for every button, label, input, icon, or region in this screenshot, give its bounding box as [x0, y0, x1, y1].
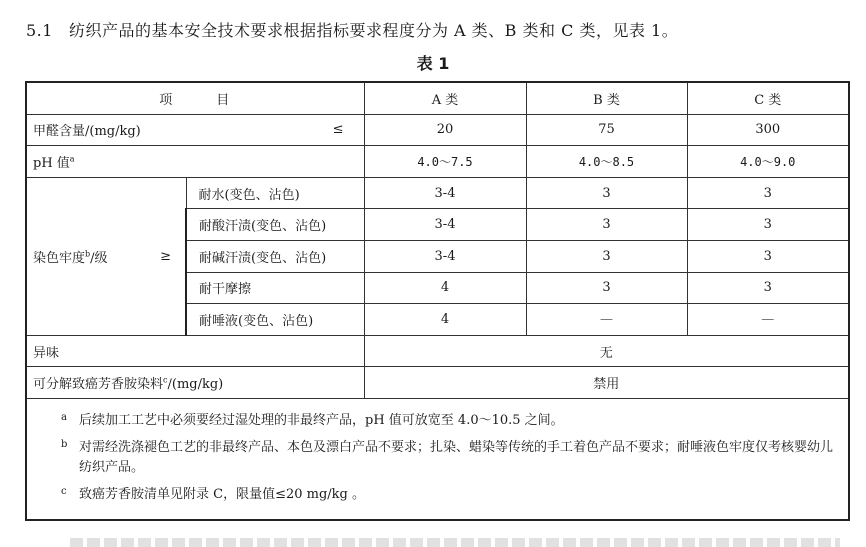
fastness-value-a: 3-4 [364, 240, 526, 272]
fastness-value-a: 4 [364, 272, 526, 304]
ph-label: pH 值 [33, 155, 70, 171]
safety-requirements-table [25, 81, 850, 521]
footnotes-row [26, 398, 849, 520]
ph-label-cell [26, 146, 364, 178]
table-row [26, 114, 849, 146]
formaldehyde-label: 甲醛含量/(mg/kg) [33, 124, 141, 140]
header-col-c: C 类 [687, 82, 849, 114]
header-item-left: 项 [159, 92, 175, 108]
amine-unit: /(mg/kg) [167, 377, 224, 393]
fastness-footnote-mark: b [85, 249, 91, 259]
amine-footnote-mark: c [163, 375, 168, 385]
clause-number: 5.1 [26, 21, 53, 40]
fastness-value-c: 3 [687, 209, 849, 241]
fastness-value-b: — [526, 304, 687, 336]
fastness-item-name: 耐碱汗渍(变色、沾色) [186, 240, 364, 272]
footnote-mark: b [61, 438, 68, 450]
ph-b: 4.0～8.5 [526, 146, 687, 178]
footnote-a [61, 411, 834, 431]
table-row [26, 177, 849, 209]
fastness-value-b: 3 [526, 209, 687, 241]
table-title: 表 1 [416, 54, 450, 73]
table-row [26, 146, 849, 178]
footnote-text: 致癌芳香胺清单见附录 C，限量值≤20 mg/kg 。 [79, 486, 366, 502]
clause-heading [26, 18, 678, 41]
fastness-symbol: ≥ [160, 248, 171, 264]
cut-off-text-line [70, 538, 840, 547]
fastness-value-b: 3 [526, 272, 687, 304]
header-col-b: B 类 [526, 82, 687, 114]
footnote-b [61, 438, 834, 478]
formaldehyde-b: 75 [526, 114, 687, 146]
footnote-text: 后续加工工艺中必须要经过湿处理的非最终产品，pH 值可放宽至 4.0～10.5 之间。 [79, 412, 564, 428]
fastness-item-name: 耐酸汗渍(变色、沾色) [186, 209, 364, 241]
formaldehyde-symbol: ≤ [332, 122, 344, 138]
table-header-row [26, 82, 849, 114]
amine-label-cell [26, 367, 364, 399]
fastness-label-cell [26, 177, 186, 335]
fastness-value-c: — [687, 304, 849, 336]
fastness-value-a: 3-4 [364, 177, 526, 209]
footnote-mark: a [61, 411, 67, 423]
fastness-value-a: 3-4 [364, 209, 526, 241]
fastness-value-a: 4 [364, 304, 526, 336]
fastness-label: 染色牢度 [33, 250, 86, 266]
formaldehyde-label-cell [26, 114, 364, 146]
ph-a: 4.0～7.5 [364, 146, 526, 178]
table-row [26, 335, 849, 367]
footnotes-cell [26, 398, 849, 520]
fastness-item-name: 耐干摩擦 [186, 272, 364, 304]
fastness-unit: /级 [90, 250, 108, 266]
header-item-right: 目 [216, 92, 232, 108]
clause-text: 纺织产品的基本安全技术要求根据指标要求程度分为 A 类、B 类和 C 类，见表 1。 [68, 21, 679, 40]
odor-label: 异味 [26, 335, 364, 367]
footnote-text: 对需经洗涤褪色工艺的非最终产品、本色及漂白产品不要求；扎染、蜡染等传统的手工着色产品不要求；耐唾液色牢度仅考核婴幼儿纺织产品。 [79, 439, 834, 475]
fastness-value-c: 3 [687, 177, 849, 209]
amine-label: 可分解致癌芳香胺染料 [33, 377, 164, 393]
fastness-value-c: 3 [687, 240, 849, 272]
ph-c: 4.0～9.0 [687, 146, 849, 178]
table-row [26, 367, 849, 399]
odor-value: 无 [364, 335, 849, 367]
fastness-value-b: 3 [526, 177, 687, 209]
header-col-a: A 类 [364, 82, 526, 114]
formaldehyde-a: 20 [364, 114, 526, 146]
formaldehyde-c: 300 [687, 114, 849, 146]
fastness-value-b: 3 [526, 240, 687, 272]
amine-value: 禁用 [364, 367, 849, 399]
fastness-item-name: 耐水(变色、沾色) [186, 177, 364, 209]
header-item [26, 82, 364, 114]
fastness-value-c: 3 [687, 272, 849, 304]
fastness-item-name: 耐唾液(变色、沾色) [186, 304, 364, 336]
footnote-mark: c [61, 485, 67, 497]
ph-footnote-mark: a [69, 154, 75, 164]
footnote-c [61, 485, 834, 505]
